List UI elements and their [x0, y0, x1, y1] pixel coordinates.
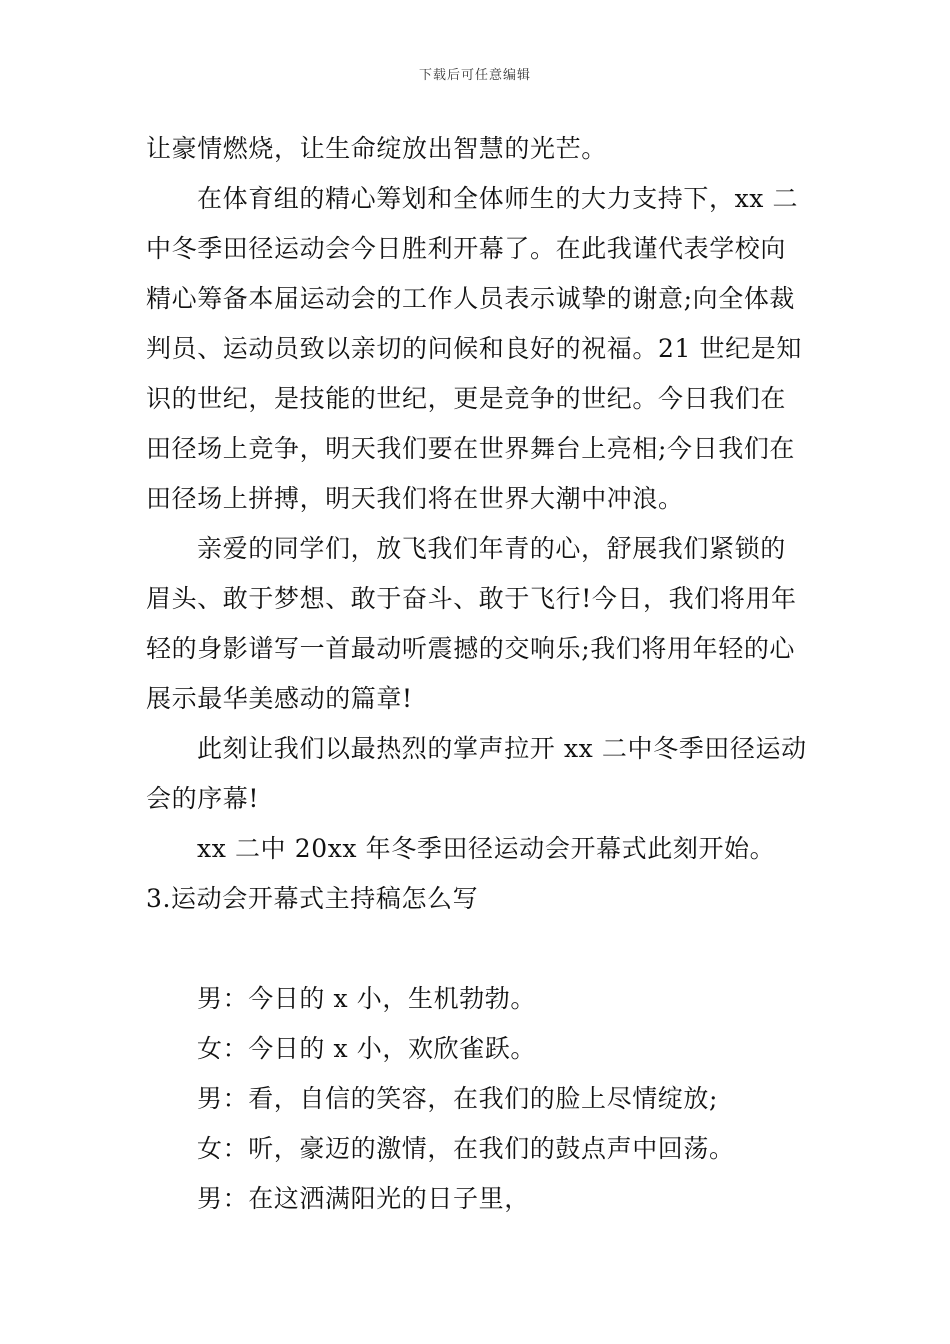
dialogue-line: 男：今日的 x 小，生机勃勃。	[197, 984, 536, 1013]
page-header: 下载后可任意编辑	[418, 68, 531, 83]
dialogue-line: 男：看，自信的笑容，在我们的脸上尽情绽放;	[197, 1084, 719, 1113]
body-line: 亲爱的同学们，放飞我们年青的心，舒展我们紧锁的	[197, 534, 786, 563]
body-line: 在体育组的精心筹划和全体师生的大力支持下，xx 二	[197, 184, 799, 213]
body-line: 眉头、敢于梦想、敢于奋斗、敢于飞行!今日，我们将用年	[146, 584, 797, 613]
body-line: 让豪情燃烧，让生命绽放出智慧的光芒。	[146, 134, 607, 163]
body-line: 轻的身影谱写一首最动听震撼的交响乐;我们将用年轻的心	[146, 634, 796, 663]
body-line: 会的序幕!	[146, 784, 260, 813]
body-line: 田径场上拼搏，明天我们将在世界大潮中冲浪。	[146, 484, 684, 513]
dialogue-line: 女：今日的 x 小，欢欣雀跃。	[197, 1034, 536, 1063]
dialogue-line: 女：听，豪迈的激情，在我们的鼓点声中回荡。	[197, 1134, 735, 1163]
body-line: 识的世纪，是技能的世纪，更是竞争的世纪。今日我们在	[146, 384, 787, 413]
dialogue-line: 男：在这洒满阳光的日子里，	[197, 1184, 530, 1213]
body-line: 精心筹备本届运动会的工作人员表示诚挚的谢意;向全体裁	[146, 284, 796, 313]
body-line: 判员、运动员致以亲切的问候和良好的祝福。21 世纪是知	[146, 334, 802, 363]
body-line: 展示最华美感动的篇章!	[146, 684, 413, 713]
body-line: 田径场上竞争，明天我们要在世界舞台上亮相;今日我们在	[146, 434, 796, 463]
body-line: 中冬季田径运动会今日胜利开幕了。在此我谨代表学校向	[146, 234, 787, 263]
body-line: xx 二中 20xx 年冬季田径运动会开幕式此刻开始。	[197, 834, 776, 863]
body-line: 此刻让我们以最热烈的掌声拉开 xx 二中冬季田径运动	[197, 734, 807, 763]
section-heading: 3.运动会开幕式主持稿怎么写	[146, 884, 479, 913]
